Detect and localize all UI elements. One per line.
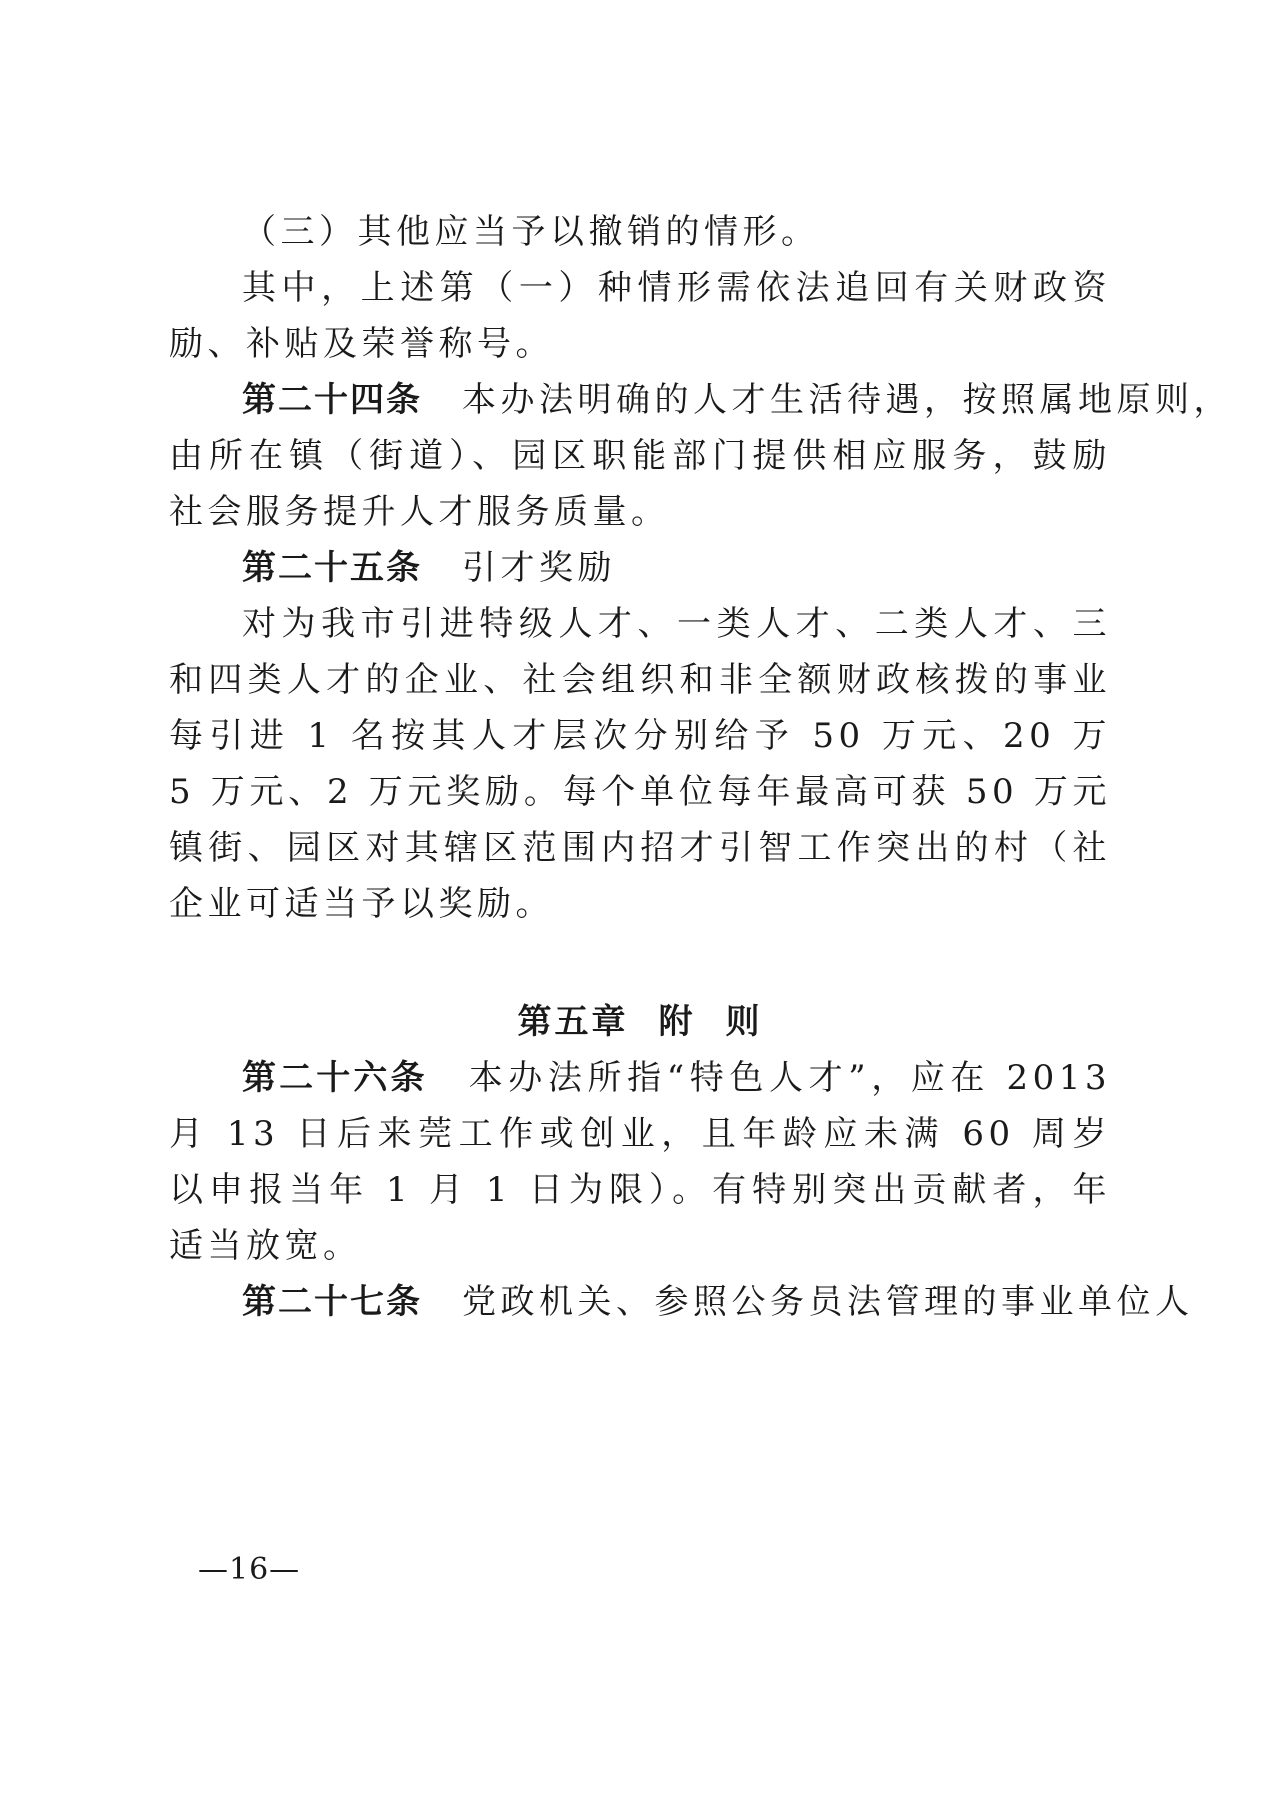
paragraph-line: 镇街、园区对其辖区范围内招才引智工作突出的村（社 [169,828,1111,868]
article-text: 本办法明确的人才生活待遇，按照属地原则， [462,380,1232,420]
paragraph-line: 其中，上述第（一）种情形需依法追回有关财政资 [242,268,1111,308]
article-title: 第二十五条 [242,548,422,588]
article-27-first-line [242,1280,1194,1324]
paragraph-line: 社会服务提升人才服务质量。 [169,492,670,532]
paragraph-line: 由所在镇（街道）、园区职能部门提供相应服务，鼓励 [169,436,1111,476]
paragraph-line: 企业可适当予以奖励。 [169,884,554,924]
paragraph-line: 每引进 1 名按其人才层次分别给予 50 万元、20 万 [169,716,1111,756]
article-25-first-line [242,546,1111,590]
article-text: 本办法所指“特色人才”，应在 2013 [467,1058,1111,1098]
article-title: 第二十七条 [242,1282,422,1322]
article-24-first-line [242,378,1232,422]
paragraph-line: 适当放宽。 [169,1226,362,1266]
article-26-first-line [242,1056,1111,1100]
article-title: 第二十四条 [242,380,422,420]
paragraph-line: 励、补贴及荣誉称号。 [169,324,554,364]
article-text: 党政机关、参照公务员法管理的事业单位人 [462,1282,1194,1322]
paragraph-line: 月 13 日后来莞工作或创业，且年龄应未满 60 周岁 [169,1114,1111,1154]
paragraph-line: 5 万元、2 万元奖励。每个单位每年最高可获 50 万元 [169,772,1111,812]
paragraph-line: 以申报当年 1 月 1 日为限）。有特别突出贡献者，年 [169,1170,1111,1210]
paragraph-line: （三）其他应当予以撤销的情形。 [242,212,820,252]
paragraph-line: 和四类人才的企业、社会组织和非全额财政核拨的事业 [169,660,1111,700]
paragraph-line: 对为我市引进特级人才、一类人才、二类人才、三 [242,604,1111,644]
chapter-heading: 第五章 附 则 [517,1002,763,1042]
page-number: —16— [198,1552,301,1587]
article-heading: 引才奖励 [462,548,616,588]
article-title: 第二十六条 [242,1058,428,1098]
